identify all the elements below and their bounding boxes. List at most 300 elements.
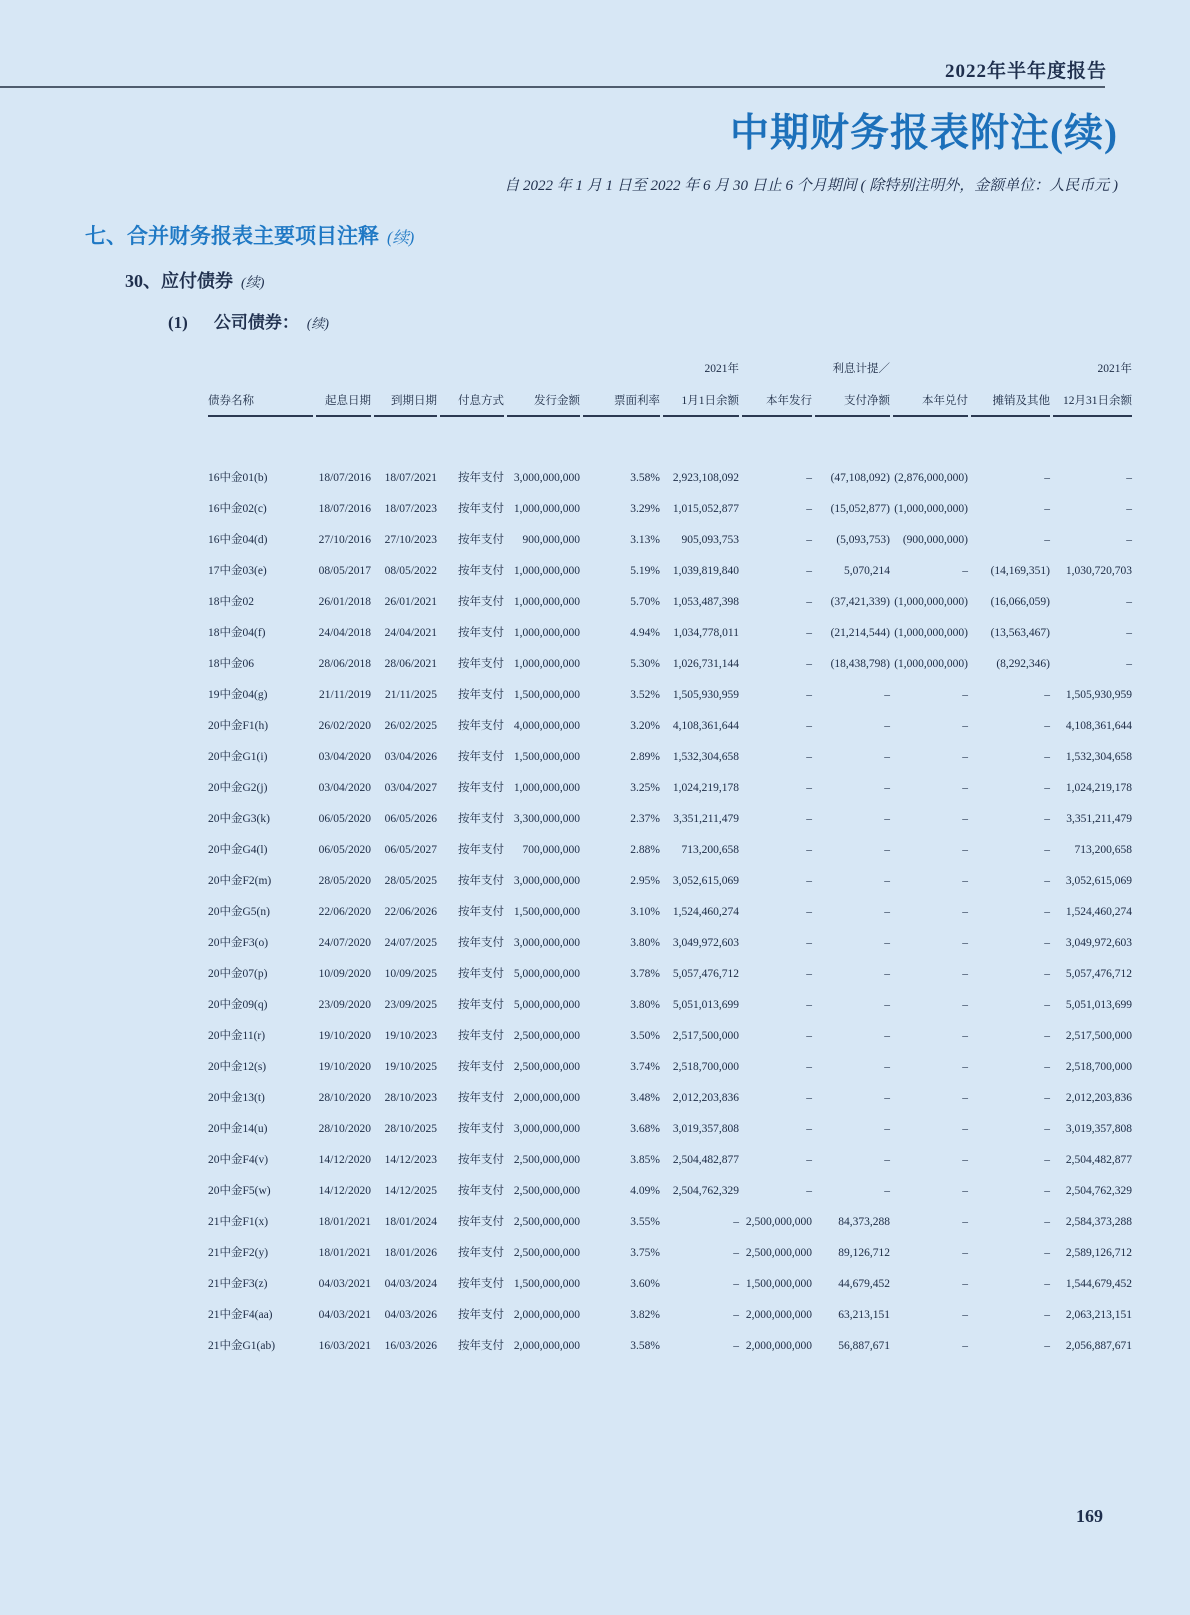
bond-value: 按年支付: [458, 534, 504, 546]
section-corporate-bonds-continued: (续): [306, 316, 329, 331]
table-row: [208, 417, 1132, 494]
bond-value: –: [884, 1154, 890, 1166]
table-row: [208, 928, 1132, 959]
bond-value: 2,518,700,000: [672, 1061, 739, 1073]
bond-value: 14/12/2023: [384, 1154, 437, 1166]
bond-value: –: [962, 1030, 968, 1042]
bond-value: 5,051,013,699: [672, 999, 739, 1011]
bond-value: –: [962, 999, 968, 1011]
bond-value: 26/02/2025: [384, 720, 437, 732]
bond-value: 2,000,000,000: [513, 1309, 580, 1321]
bond-value: 2,517,500,000: [672, 1030, 739, 1042]
bond-value: 713,200,658: [1074, 844, 1132, 856]
bond-value: 04/03/2024: [384, 1278, 437, 1290]
bond-value: 3.55%: [630, 1216, 660, 1228]
bond-value: –: [962, 782, 968, 794]
bond-value: 4,108,361,644: [672, 720, 739, 732]
bond-value: –: [1044, 1278, 1050, 1290]
bond-value: 28/06/2021: [384, 658, 437, 670]
bond-value: 3.52%: [630, 689, 660, 701]
table-row: [208, 1052, 1132, 1083]
bond-value: 2,500,000,000: [513, 1185, 580, 1197]
bond-value: –: [1044, 844, 1050, 856]
bond-name: 21中金F4(aa): [208, 1309, 273, 1321]
bond-value: 21/11/2019: [319, 689, 371, 701]
bond-value: –: [1044, 813, 1050, 825]
bond-value: –: [1044, 534, 1050, 546]
bond-value: 3.82%: [630, 1309, 660, 1321]
table-row: [208, 1269, 1132, 1300]
bond-value: 1,000,000,000: [513, 627, 580, 639]
bond-value: 5.70%: [630, 596, 660, 608]
bond-name: 18中金02: [208, 596, 254, 608]
bond-value: 03/04/2027: [384, 782, 437, 794]
bond-value: 06/05/2026: [384, 813, 437, 825]
bond-value: –: [884, 1185, 890, 1197]
bond-value: 2,063,213,151: [1065, 1309, 1132, 1321]
bond-value: –: [962, 937, 968, 949]
bond-value: 1,505,930,959: [672, 689, 739, 701]
bond-value: 03/04/2020: [318, 782, 371, 794]
bond-value: –: [806, 751, 812, 763]
bond-value: –: [1044, 1340, 1050, 1352]
bond-value: 1,030,720,703: [1065, 565, 1132, 577]
bond-value: 04/03/2026: [384, 1309, 437, 1321]
table-row: [208, 494, 1132, 525]
bond-name: 18中金04(f): [208, 627, 266, 639]
page-title: 中期财务报表附注(续): [730, 112, 1118, 155]
bond-value: –: [1044, 1216, 1050, 1228]
bond-value: 3.48%: [630, 1092, 660, 1104]
bond-value: 2.37%: [630, 813, 660, 825]
header-opening-balance: 1月1日余额: [663, 376, 739, 417]
bond-value: 3.10%: [630, 906, 660, 918]
bond-value: 14/12/2020: [318, 1185, 371, 1197]
bond-value: 1,026,731,144: [672, 658, 739, 670]
bond-value: 2.89%: [630, 751, 660, 763]
bond-value: 1,024,219,178: [672, 782, 739, 794]
bond-value: 3,049,972,603: [1065, 937, 1132, 949]
bond-value: –: [1044, 968, 1050, 980]
bond-value: 3,019,357,808: [672, 1123, 739, 1135]
bond-value: –: [884, 968, 890, 980]
bond-value: –: [1044, 1309, 1050, 1321]
bond-value: –: [806, 596, 812, 608]
bond-value: 按年支付: [458, 875, 504, 887]
bond-value: 713,200,658: [681, 844, 739, 856]
bond-value: 24/04/2018: [318, 627, 371, 639]
bond-name: 20中金F3(o): [208, 937, 269, 949]
report-header-title: 2022年半年度报告: [944, 61, 1107, 82]
bond-value: 3,000,000,000: [513, 472, 580, 484]
bond-value: 按年支付: [458, 1154, 504, 1166]
bond-value: –: [962, 689, 968, 701]
bond-value: 按年支付: [458, 999, 504, 1011]
section-heading-bonds-payable: [125, 267, 264, 293]
bond-value: 1,024,219,178: [1065, 782, 1132, 794]
bond-value: 19/10/2020: [318, 1061, 371, 1073]
bond-value: –: [806, 627, 812, 639]
table-row: [208, 587, 1132, 618]
bond-value: 按年支付: [458, 1185, 504, 1197]
bond-name: 20中金F2(m): [208, 875, 272, 887]
bond-value: 14/12/2020: [318, 1154, 371, 1166]
bond-value: 3.29%: [630, 503, 660, 515]
table-row: [208, 556, 1132, 587]
bond-value: 1,524,460,274: [672, 906, 739, 918]
header-redeemed-this-year: 本年兑付: [893, 376, 968, 417]
section-notes-continued: (续): [387, 228, 415, 247]
bond-value: 2,504,482,877: [672, 1154, 739, 1166]
bond-value: 5,070,214: [844, 565, 890, 577]
bond-value: 3,000,000,000: [513, 875, 580, 887]
bond-value: 3.25%: [630, 782, 660, 794]
bond-value: 按年支付: [458, 782, 504, 794]
bond-value: 2,000,000,000: [513, 1340, 580, 1352]
bond-value: –: [962, 1092, 968, 1104]
bond-value: –: [733, 1340, 739, 1352]
bond-value: –: [806, 968, 812, 980]
bond-value: 1,532,304,658: [672, 751, 739, 763]
table-row: [208, 866, 1132, 897]
bond-value: –: [806, 1185, 812, 1197]
bond-value: 3.80%: [630, 999, 660, 1011]
bond-value: –: [1126, 627, 1132, 639]
bond-value: 18/07/2021: [384, 472, 437, 484]
bond-value: –: [806, 534, 812, 546]
bond-name: 16中金02(c): [208, 503, 267, 515]
bond-value: 1,034,778,011: [673, 627, 739, 639]
bond-value: –: [1126, 534, 1132, 546]
bond-value: –: [962, 813, 968, 825]
bond-value: 1,000,000,000: [513, 596, 580, 608]
bond-value: –: [962, 968, 968, 980]
bond-value: 1,500,000,000: [513, 751, 580, 763]
bond-value: –: [962, 1278, 968, 1290]
bond-value: 2,012,203,836: [672, 1092, 739, 1104]
table-row: [208, 1176, 1132, 1207]
bond-value: –: [962, 1123, 968, 1135]
bond-value: –: [806, 565, 812, 577]
bond-name: 20中金11(r): [208, 1030, 266, 1042]
bond-value: 3.58%: [630, 1340, 660, 1352]
bond-value: 3.58%: [630, 472, 660, 484]
bond-value: –: [884, 1123, 890, 1135]
bond-value: 1,500,000,000: [513, 689, 580, 701]
bond-value: 2,923,108,092: [672, 472, 739, 484]
bond-value: 3,351,211,479: [673, 813, 739, 825]
bond-value: 23/09/2020: [318, 999, 371, 1011]
bond-value: –: [1044, 999, 1050, 1011]
bond-value: (8,292,346): [996, 658, 1050, 670]
bond-value: 2,589,126,712: [1065, 1247, 1132, 1259]
bond-value: –: [806, 503, 812, 515]
bond-value: –: [733, 1247, 739, 1259]
bond-value: 2,056,887,671: [1065, 1340, 1132, 1352]
bond-value: 按年支付: [458, 1309, 504, 1321]
bond-name: 16中金01(b): [208, 472, 268, 484]
table-row: [208, 1300, 1132, 1331]
bond-name: 21中金F1(x): [208, 1216, 269, 1228]
bond-value: –: [884, 720, 890, 732]
bond-value: 按年支付: [458, 906, 504, 918]
table-header-row: [208, 376, 1132, 417]
bond-name: 19中金04(g): [208, 689, 268, 701]
bond-value: –: [884, 875, 890, 887]
bond-value: –: [884, 1092, 890, 1104]
page-number: 169: [1076, 1506, 1103, 1526]
bond-value: –: [806, 937, 812, 949]
bond-value: 3,000,000,000: [513, 937, 580, 949]
bond-value: 2,500,000,000: [745, 1247, 812, 1259]
bond-value: –: [962, 720, 968, 732]
bond-value: –: [1126, 503, 1132, 515]
table-row: [208, 680, 1132, 711]
bond-value: 4.94%: [630, 627, 660, 639]
bond-value: 04/03/2021: [318, 1278, 371, 1290]
table-row: [208, 742, 1132, 773]
bond-value: (900,000,000): [902, 534, 968, 546]
bond-value: –: [1044, 906, 1050, 918]
bond-name: 20中金07(p): [208, 968, 268, 980]
bond-value: 按年支付: [458, 1247, 504, 1259]
bond-value: 2,504,762,329: [672, 1185, 739, 1197]
bond-value: –: [1044, 1154, 1050, 1166]
bond-value: 2.88%: [630, 844, 660, 856]
bond-value: 5,057,476,712: [672, 968, 739, 980]
bond-value: –: [733, 1216, 739, 1228]
table-row: [208, 649, 1132, 680]
bond-value: –: [884, 751, 890, 763]
section-bonds-label: 30、应付债券: [125, 271, 233, 291]
header-balance-end-year: 2021年: [1097, 363, 1132, 375]
bond-value: 26/01/2021: [384, 596, 437, 608]
bond-value: 10/09/2020: [318, 968, 371, 980]
bond-value: –: [806, 658, 812, 670]
bond-value: (21,214,544): [830, 627, 890, 639]
bond-value: 18/07/2023: [384, 503, 437, 515]
bond-value: 3.85%: [630, 1154, 660, 1166]
bond-value: 3,351,211,479: [1066, 813, 1132, 825]
bond-value: 按年支付: [458, 751, 504, 763]
bond-value: 1,039,819,840: [672, 565, 739, 577]
bond-value: –: [1126, 658, 1132, 670]
bond-table-body: [208, 417, 1132, 1362]
bond-value: 3.13%: [630, 534, 660, 546]
bond-value: 08/05/2022: [384, 565, 437, 577]
bond-value: –: [806, 1030, 812, 1042]
bond-value: 2,518,700,000: [1065, 1061, 1132, 1073]
bond-value: 3,049,972,603: [672, 937, 739, 949]
bond-value: 2,500,000,000: [745, 1216, 812, 1228]
bond-value: 28/10/2020: [318, 1092, 371, 1104]
bond-value: 按年支付: [458, 565, 504, 577]
bond-value: 44,679,452: [838, 1278, 890, 1290]
bond-value: (1,000,000,000): [894, 503, 968, 515]
bond-value: 04/03/2021: [318, 1309, 371, 1321]
bond-name: 20中金F1(h): [208, 720, 269, 732]
bond-value: (1,000,000,000): [894, 627, 968, 639]
bond-value: 2,504,482,877: [1065, 1154, 1132, 1166]
bond-name: 20中金G2(j): [208, 782, 268, 794]
bond-value: –: [884, 937, 890, 949]
table-header-row-top: [208, 350, 1132, 376]
bond-value: 3.60%: [630, 1278, 660, 1290]
bond-value: (15,052,877): [830, 503, 890, 515]
section-corporate-bonds-number: (1): [168, 313, 188, 332]
bond-value: 84,373,288: [838, 1216, 890, 1228]
table-row: [208, 711, 1132, 742]
bond-value: 1,544,679,452: [1065, 1278, 1132, 1290]
bond-name: 20中金09(q): [208, 999, 268, 1011]
header-start-date: 起息日期: [316, 376, 371, 417]
bond-value: 3.78%: [630, 968, 660, 980]
bond-value: –: [1044, 1247, 1050, 1259]
table-row: [208, 1021, 1132, 1052]
bond-value: (14,169,351): [990, 565, 1050, 577]
bond-value: –: [806, 1092, 812, 1104]
bond-name: 17中金03(e): [208, 565, 267, 577]
bond-value: –: [1044, 503, 1050, 515]
bond-value: 23/09/2025: [384, 999, 437, 1011]
bond-value: 26/01/2018: [318, 596, 371, 608]
bond-value: –: [962, 1216, 968, 1228]
bond-value: 19/10/2020: [318, 1030, 371, 1042]
bond-value: –: [1044, 1092, 1050, 1104]
bond-value: 按年支付: [458, 1030, 504, 1042]
bond-value: 1,524,460,274: [1065, 906, 1132, 918]
bond-value: 22/06/2026: [384, 906, 437, 918]
header-interest-accrual: 利息计提／: [832, 363, 890, 375]
bond-value: 3.20%: [630, 720, 660, 732]
header-amortization-other: 摊销及其他: [971, 376, 1050, 417]
bond-value: 3,300,000,000: [513, 813, 580, 825]
table-row: [208, 835, 1132, 866]
bond-value: 按年支付: [458, 1340, 504, 1352]
bond-value: –: [962, 1247, 968, 1259]
bond-value: –: [1044, 472, 1050, 484]
bond-value: 1,500,000,000: [513, 1278, 580, 1290]
section-notes-label: 七、合并财务报表主要项目注释: [85, 224, 379, 248]
bond-value: 28/10/2023: [384, 1092, 437, 1104]
bond-value: 按年支付: [458, 472, 504, 484]
bond-value: 10/09/2025: [384, 968, 437, 980]
bond-value: 按年支付: [458, 689, 504, 701]
bond-value: –: [962, 751, 968, 763]
bond-table: [205, 350, 1135, 1362]
bond-value: –: [962, 1185, 968, 1197]
bond-value: 按年支付: [458, 1092, 504, 1104]
bond-value: –: [806, 720, 812, 732]
table-row: [208, 959, 1132, 990]
bond-value: –: [1044, 782, 1050, 794]
bond-value: 14/12/2025: [384, 1185, 437, 1197]
bond-value: 按年支付: [458, 1278, 504, 1290]
bond-value: 27/10/2023: [384, 534, 437, 546]
bond-value: 2,500,000,000: [513, 1247, 580, 1259]
bond-value: 1,500,000,000: [513, 906, 580, 918]
bond-value: 18/01/2021: [318, 1216, 371, 1228]
table-row: [208, 1145, 1132, 1176]
bond-value: –: [1044, 720, 1050, 732]
bond-name: 20中金G4(l): [208, 844, 268, 856]
table-row: [208, 1331, 1132, 1362]
bond-value: –: [884, 1061, 890, 1073]
bond-value: 16/03/2026: [384, 1340, 437, 1352]
bond-value: 63,213,151: [838, 1309, 890, 1321]
bond-value: (2,876,000,000): [894, 472, 968, 484]
bond-value: 按年支付: [458, 937, 504, 949]
bond-value: –: [962, 1061, 968, 1073]
bond-value: 按年支付: [458, 813, 504, 825]
page-subtitle: 自 2022 年 1 月 1 日至 2022 年 6 月 30 日止 6 个月期间 ( 除特别注明外，金额单位：人民币元 ): [504, 178, 1118, 194]
bond-value: 2,012,203,836: [1065, 1092, 1132, 1104]
bond-value: 905,093,753: [681, 534, 739, 546]
bond-value: 5,051,013,699: [1065, 999, 1132, 1011]
bond-value: 2,517,500,000: [1065, 1030, 1132, 1042]
bond-value: –: [962, 844, 968, 856]
bond-value: –: [884, 906, 890, 918]
bond-name: 20中金G5(n): [208, 906, 270, 918]
bond-value: (16,066,059): [990, 596, 1050, 608]
bond-value: 28/10/2025: [384, 1123, 437, 1135]
bond-value: –: [884, 999, 890, 1011]
bond-value: 1,505,930,959: [1065, 689, 1132, 701]
bond-value: 4.09%: [630, 1185, 660, 1197]
bond-value: 18/07/2016: [318, 503, 371, 515]
bond-value: 按年支付: [458, 658, 504, 670]
bond-value: –: [962, 565, 968, 577]
bond-value: –: [1044, 937, 1050, 949]
header-balance-start-year: 2021年: [704, 363, 739, 375]
bond-value: –: [806, 906, 812, 918]
bond-value: 900,000,000: [522, 534, 580, 546]
bond-name: 16中金04(d): [208, 534, 268, 546]
bond-value: 2,500,000,000: [513, 1061, 580, 1073]
bond-value: –: [1044, 689, 1050, 701]
bond-value: 18/01/2026: [384, 1247, 437, 1259]
bond-value: –: [884, 1030, 890, 1042]
bond-value: 3,000,000,000: [513, 1123, 580, 1135]
bond-value: –: [884, 844, 890, 856]
bond-value: 24/07/2020: [318, 937, 371, 949]
bond-name: 21中金F2(y): [208, 1247, 269, 1259]
bond-value: –: [733, 1309, 739, 1321]
bond-value: 2,500,000,000: [513, 1030, 580, 1042]
header-issued-this-year: 本年发行: [742, 376, 812, 417]
bond-name: 20中金12(s): [208, 1061, 267, 1073]
bond-value: –: [962, 1309, 968, 1321]
bond-value: 27/10/2016: [318, 534, 371, 546]
section-heading-corporate-bonds: [168, 308, 329, 333]
bond-value: 19/10/2025: [384, 1061, 437, 1073]
bond-value: 按年支付: [458, 1123, 504, 1135]
bond-value: –: [806, 813, 812, 825]
header-net-interest-paid: 支付净额: [815, 376, 890, 417]
bond-value: –: [806, 1154, 812, 1166]
bond-value: 4,000,000,000: [513, 720, 580, 732]
table-row: [208, 804, 1132, 835]
section-bonds-continued: (续): [241, 275, 265, 291]
table-row: [208, 1207, 1132, 1238]
bond-value: 2,584,373,288: [1065, 1216, 1132, 1228]
bond-value: (1,000,000,000): [894, 658, 968, 670]
table-row: [208, 1083, 1132, 1114]
bond-value: 18/01/2024: [384, 1216, 437, 1228]
bond-value: 1,000,000,000: [513, 565, 580, 577]
header-rule: [0, 86, 1105, 88]
bond-value: 2,000,000,000: [513, 1092, 580, 1104]
